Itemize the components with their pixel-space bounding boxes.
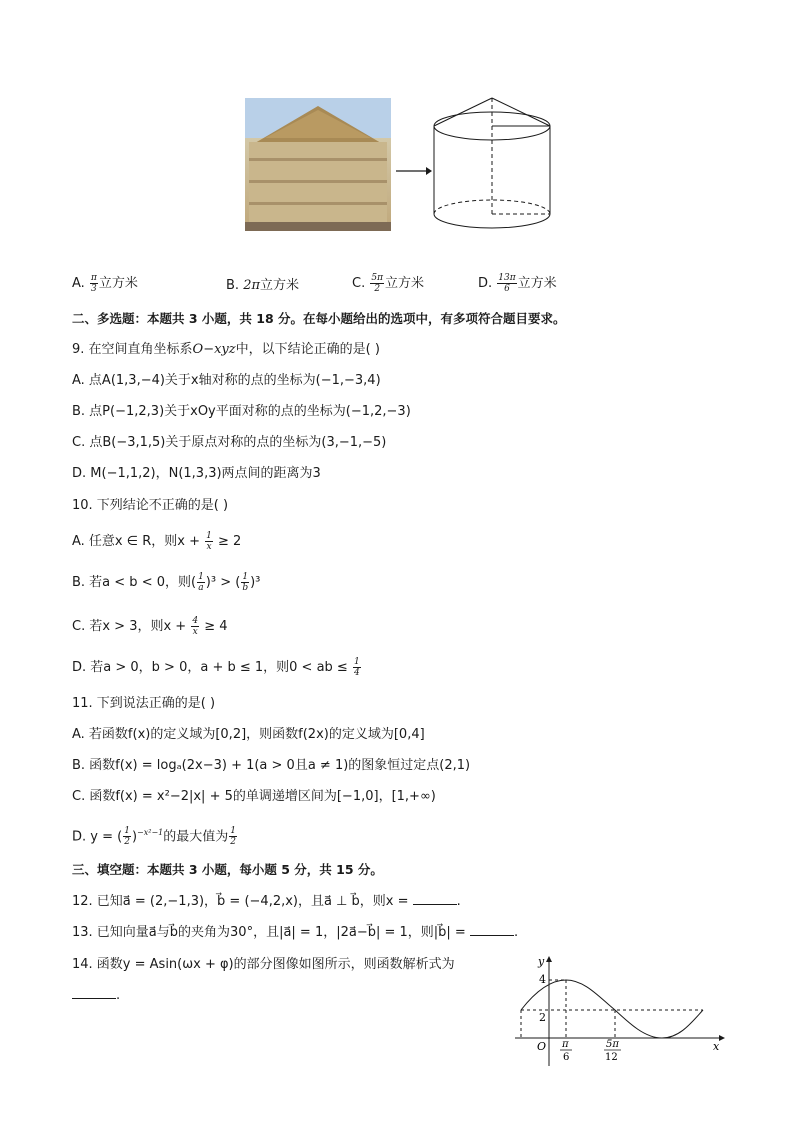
fraction	[197, 572, 205, 593]
sine-curve	[521, 980, 703, 1038]
x-tick-pi6-num: π	[562, 1039, 569, 1050]
sine-graph	[505, 952, 727, 1072]
denominator: b	[242, 583, 249, 593]
denominator: 2	[374, 284, 381, 294]
right-arrow-icon	[396, 165, 432, 177]
q12-period: .	[456, 894, 461, 909]
fraction	[370, 273, 384, 294]
fraction	[205, 531, 213, 552]
denominator: x	[192, 627, 198, 637]
q9-option-c[interactable]: C. 点B(−3,1,5)关于原点对称的点的坐标为(3,−1,−5)	[72, 435, 387, 450]
q10-c-text-end: ≥ 4	[204, 619, 228, 634]
hut-illustration	[245, 98, 391, 231]
option-letter: D.	[478, 276, 493, 291]
fraction	[229, 826, 237, 847]
q13-period: .	[513, 925, 519, 940]
q12-answer-blank[interactable]	[413, 892, 457, 905]
denominator: 2	[230, 837, 236, 848]
numerator: 1	[230, 826, 236, 837]
option-value: 2π	[243, 278, 261, 293]
option-letter: A.	[72, 276, 85, 291]
q11-d-text: D. y = (	[72, 829, 123, 845]
fraction	[191, 616, 199, 637]
q8-option-d[interactable]	[478, 272, 557, 294]
q11-option-d[interactable]: D. y = ( $\frac{1}{2}$ )$^{-x^2-1}$的最大值为 $\frac{1}{2}$	[72, 826, 236, 848]
q10-a-text: A. 任意x ∈ R，则x +	[72, 534, 200, 549]
q8-option-c[interactable]	[352, 272, 424, 294]
x-axis-label: x	[713, 1040, 720, 1053]
thatched-hut-photo	[245, 98, 391, 231]
numerator: 13π	[498, 273, 516, 283]
x-tick-pi6-den: 6	[563, 1052, 570, 1063]
q10-option-d[interactable]	[72, 657, 362, 678]
q10-option-c[interactable]	[72, 616, 228, 637]
q10-a-text-end: ≥ 2	[217, 534, 242, 549]
q13-line	[72, 923, 518, 942]
option-unit: 立方米	[260, 278, 300, 293]
q9-option-a[interactable]: A. 点A(1,3,−4)关于x轴对称的点的坐标为(−1,−3,4)	[72, 373, 381, 388]
option-unit: 立方米	[385, 276, 425, 291]
fraction	[241, 572, 249, 593]
q14-answer-blank[interactable]	[72, 986, 116, 999]
numerator: 1	[242, 572, 249, 582]
q11-option-a[interactable]: A. 若函数f(x)的定义域为[0,2]，则函数f(2x)的定义域为[0,4]	[72, 727, 425, 742]
numerator: 1	[353, 657, 360, 667]
q10-c-text: C. 若x > 3，则x +	[72, 619, 187, 634]
q9-option-d[interactable]: D. M(−1,1,2)，N(1,3,3)两点间的距离为3	[72, 466, 321, 481]
q10-b-text: B. 若a < b < 0，则(	[72, 575, 197, 590]
q9-stem-math: O−xyz	[192, 342, 236, 357]
denominator: a	[198, 583, 204, 593]
y-tick-4: 4	[539, 973, 546, 986]
section-3-header: 三、填空题：本题共 3 小题，每小题 5 分，共 15 分。	[72, 862, 383, 877]
numerator: 4	[192, 616, 199, 626]
q8-option-b[interactable]	[226, 274, 299, 293]
q12-text: 12. 已知a⃗ = (2,−1,3)，b⃗ = (−4,2,x)，且a⃗ ⊥ b⃗，则x =	[72, 894, 409, 909]
y-axis-arrow	[546, 956, 552, 962]
q12-line	[72, 892, 461, 911]
q10-stem: 10. 下列结论不正确的是( )	[72, 498, 229, 513]
fraction	[353, 657, 361, 678]
q11-d-text-mid: 的最大值为	[163, 829, 229, 845]
y-axis-label: y	[538, 955, 545, 968]
q14-answer-line	[72, 986, 120, 1005]
exponent: −x²−1	[137, 828, 164, 837]
q10-b-text-end: )³	[250, 575, 261, 590]
numerator: 1	[198, 572, 204, 582]
fraction	[123, 826, 131, 847]
option-unit: 立方米	[517, 276, 557, 291]
x-tick-5pi12-den: 12	[605, 1052, 618, 1063]
q9-option-b[interactable]: B. 点P(−1,2,3)关于xOy平面对称的点的坐标为(−1,2,−3)	[72, 404, 411, 419]
q10-option-b[interactable]	[72, 572, 260, 593]
q10-b-text-mid: )³ > (	[205, 575, 241, 590]
q14-period: .	[116, 988, 121, 1003]
q11-option-b[interactable]: B. 函数f(x) = logₐ(2x−3) + 1(a > 0且a ≠ 1)的图象恒过定点(2,1)	[72, 758, 471, 773]
numerator: 1	[124, 826, 130, 837]
q14-stem: 14. 函数y = Asin(ωx + φ)的部分图像如图所示，则函数解析式为	[72, 957, 455, 972]
option-letter: C.	[352, 276, 366, 291]
q13-answer-blank[interactable]	[470, 923, 514, 936]
q9-stem-text: 9. 在空间直角坐标系	[72, 342, 193, 357]
fraction	[90, 273, 98, 294]
q8-option-a[interactable]	[72, 272, 138, 294]
denominator: 2	[124, 837, 130, 848]
denominator: 3	[91, 284, 97, 294]
q11-stem: 11. 下到说法正确的是( )	[72, 696, 216, 711]
numerator: π	[90, 273, 97, 283]
x-tick-5pi12-num: 5π	[606, 1039, 619, 1050]
q10-d-text: D. 若a > 0，b > 0，a + b ≤ 1，则0 < ab ≤	[72, 660, 348, 675]
x-axis-arrow	[719, 1035, 725, 1041]
q10-option-a[interactable]	[72, 531, 241, 552]
cylinder-cone-diagram	[430, 95, 556, 237]
numerator: 1	[206, 531, 212, 541]
section-2-header: 二、多选题：本题共 3 小题，共 18 分。在每小题给出的选项中，有多项符合题目要求。	[72, 311, 566, 326]
fraction	[497, 273, 516, 294]
y-tick-2: 2	[539, 1011, 546, 1024]
denominator: x	[206, 542, 212, 552]
denominator: 4	[353, 668, 360, 678]
option-unit: 立方米	[98, 276, 138, 291]
option-letter: B.	[226, 278, 240, 293]
denominator: 6	[504, 284, 510, 294]
q11-option-c[interactable]: C. 函数f(x) = x²−2|x| + 5的单调递增区间为[−1,0]，[1,+∞)	[72, 789, 436, 804]
q9-stem-text-end: 中，以下结论正确的是( )	[235, 342, 380, 357]
q9-stem	[72, 341, 380, 359]
numerator: 5π	[371, 273, 384, 283]
q13-text: 13. 已知向量a⃗与b⃗的夹角为30°，且|a⃗| = 1，|2a⃗−b⃗| = 1，则|b⃗| =	[72, 925, 466, 940]
origin-label: O	[537, 1040, 547, 1053]
